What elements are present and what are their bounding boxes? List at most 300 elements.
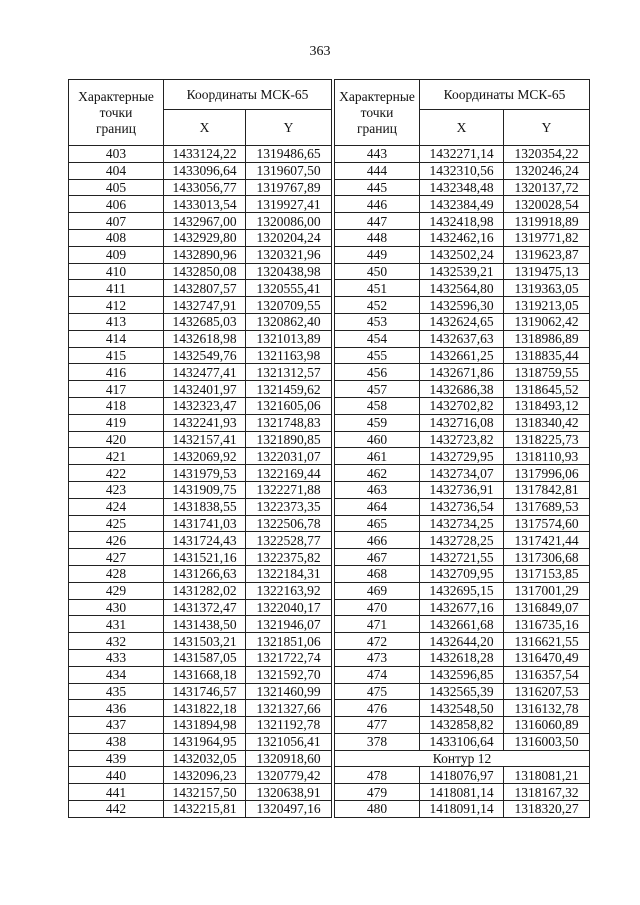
table-row	[335, 666, 590, 683]
point-number-cell: 435	[69, 683, 164, 700]
x-coordinate-cell: 1432686,38	[420, 381, 504, 398]
x-coordinate-cell: 1432618,98	[164, 330, 246, 347]
x-coordinate-cell: 1432736,54	[420, 498, 504, 515]
table-row	[335, 313, 590, 330]
table-row	[69, 246, 332, 263]
table-row	[69, 767, 332, 784]
contour-label: Контур 12	[335, 750, 590, 767]
y-coordinate-cell: 1319062,42	[504, 313, 590, 330]
table-row	[69, 481, 332, 498]
table-row	[335, 397, 590, 414]
x-coordinate-cell: 1433106,64	[420, 733, 504, 750]
table-row	[69, 633, 332, 650]
x-coordinate-cell: 1432596,30	[420, 297, 504, 314]
point-number-cell: 438	[69, 733, 164, 750]
y-coordinate-cell: 1319475,13	[504, 263, 590, 280]
y-coordinate-cell: 1320638,91	[246, 784, 332, 801]
x-header: X	[164, 110, 246, 146]
point-number-cell: 432	[69, 633, 164, 650]
y-coordinate-cell: 1320555,41	[246, 280, 332, 297]
point-number-cell: 473	[335, 649, 420, 666]
x-coordinate-cell: 1432157,50	[164, 784, 246, 801]
point-number-cell: 409	[69, 246, 164, 263]
y-coordinate-cell: 1321013,89	[246, 330, 332, 347]
point-number-cell: 475	[335, 683, 420, 700]
point-number-cell: 416	[69, 364, 164, 381]
y-coordinate-cell: 1322506,78	[246, 515, 332, 532]
x-coordinate-cell: 1432671,86	[420, 364, 504, 381]
y-coordinate-cell: 1322163,92	[246, 582, 332, 599]
x-coordinate-cell: 1433124,22	[164, 146, 246, 163]
y-coordinate-cell: 1318759,55	[504, 364, 590, 381]
points-header	[69, 80, 164, 146]
x-coordinate-cell: 1432734,07	[420, 465, 504, 482]
table-row	[335, 498, 590, 515]
x-coordinate-cell: 1432929,80	[164, 229, 246, 246]
point-number-cell: 454	[335, 330, 420, 347]
y-coordinate-cell: 1319767,89	[246, 179, 332, 196]
x-coordinate-cell: 1432565,39	[420, 683, 504, 700]
x-coordinate-cell: 1432644,20	[420, 633, 504, 650]
table-row	[69, 649, 332, 666]
point-number-cell: 403	[69, 146, 164, 163]
x-coordinate-cell: 1433096,64	[164, 162, 246, 179]
x-coordinate-cell: 1432685,03	[164, 313, 246, 330]
point-number-cell: 459	[335, 414, 420, 431]
x-coordinate-cell: 1433013,54	[164, 196, 246, 213]
point-number-cell: 411	[69, 280, 164, 297]
point-number-cell: 449	[335, 246, 420, 263]
table-row	[335, 246, 590, 263]
point-number-cell: 460	[335, 431, 420, 448]
y-coordinate-cell: 1320028,54	[504, 196, 590, 213]
point-number-cell: 407	[69, 213, 164, 230]
x-coordinate-cell: 1418076,97	[420, 767, 504, 784]
point-number-cell: 415	[69, 347, 164, 364]
table-row	[335, 700, 590, 717]
point-number-cell: 476	[335, 700, 420, 717]
x-coordinate-cell: 1432564,80	[420, 280, 504, 297]
point-number-cell: 478	[335, 767, 420, 784]
table-row	[69, 364, 332, 381]
x-coordinate-cell: 1431521,16	[164, 549, 246, 566]
point-number-cell: 413	[69, 313, 164, 330]
x-coordinate-cell: 1432637,63	[420, 330, 504, 347]
points-header-line2: точки	[360, 104, 394, 120]
table-row	[335, 801, 590, 818]
table-row	[69, 196, 332, 213]
x-coordinate-cell: 1432624,65	[420, 313, 504, 330]
table-row	[69, 381, 332, 398]
points-header-line3: границ	[96, 120, 136, 136]
table-row	[335, 683, 590, 700]
y-coordinate-cell: 1319918,89	[504, 213, 590, 230]
point-number-cell: 431	[69, 616, 164, 633]
x-coordinate-cell: 1432734,25	[420, 515, 504, 532]
x-coordinate-cell: 1432695,15	[420, 582, 504, 599]
x-coordinate-cell: 1431746,57	[164, 683, 246, 700]
x-coordinate-cell: 1432418,98	[420, 213, 504, 230]
point-number-cell: 441	[69, 784, 164, 801]
y-coordinate-cell: 1322271,88	[246, 481, 332, 498]
point-number-cell: 450	[335, 263, 420, 280]
y-coordinate-cell: 1317421,44	[504, 532, 590, 549]
y-coordinate-cell: 1318645,52	[504, 381, 590, 398]
x-coordinate-cell: 1418081,14	[420, 784, 504, 801]
table-row	[335, 280, 590, 297]
y-header: Y	[246, 110, 332, 146]
table-row	[335, 330, 590, 347]
x-coordinate-cell: 1431266,63	[164, 565, 246, 582]
points-header-line3: границ	[357, 120, 397, 136]
point-number-cell: 453	[335, 313, 420, 330]
y-header: Y	[504, 110, 590, 146]
y-coordinate-cell: 1320918,60	[246, 750, 332, 767]
points-header	[335, 80, 420, 146]
table-row	[335, 717, 590, 734]
y-coordinate-cell: 1318110,93	[504, 448, 590, 465]
y-coordinate-cell: 1320354,22	[504, 146, 590, 163]
y-coordinate-cell: 1320779,42	[246, 767, 332, 784]
x-coordinate-cell: 1432729,95	[420, 448, 504, 465]
contour-row	[335, 750, 590, 767]
x-coordinate-cell: 1432384,49	[420, 196, 504, 213]
x-coordinate-cell: 1432032,05	[164, 750, 246, 767]
point-number-cell: 423	[69, 481, 164, 498]
x-coordinate-cell: 1431979,53	[164, 465, 246, 482]
point-number-cell: 477	[335, 717, 420, 734]
y-coordinate-cell: 1320086,00	[246, 213, 332, 230]
x-coordinate-cell: 1432462,16	[420, 229, 504, 246]
coordinates-table-right	[334, 79, 590, 818]
x-coordinate-cell: 1432548,50	[420, 700, 504, 717]
table-row	[335, 196, 590, 213]
table-row	[69, 347, 332, 364]
x-coordinate-cell: 1431587,05	[164, 649, 246, 666]
point-number-cell: 464	[335, 498, 420, 515]
x-coordinate-cell: 1431724,43	[164, 532, 246, 549]
x-coordinate-cell: 1431282,02	[164, 582, 246, 599]
table-row	[335, 481, 590, 498]
y-coordinate-cell: 1316849,07	[504, 599, 590, 616]
x-coordinate-cell: 1431438,50	[164, 616, 246, 633]
x-coordinate-cell: 1432215,81	[164, 801, 246, 818]
table-row	[335, 146, 590, 163]
y-coordinate-cell: 1321192,78	[246, 717, 332, 734]
point-number-cell: 437	[69, 717, 164, 734]
point-number-cell: 452	[335, 297, 420, 314]
y-coordinate-cell: 1321605,06	[246, 397, 332, 414]
y-coordinate-cell: 1319486,65	[246, 146, 332, 163]
y-coordinate-cell: 1322528,77	[246, 532, 332, 549]
point-number-cell: 457	[335, 381, 420, 398]
point-number-cell: 410	[69, 263, 164, 280]
x-coordinate-cell: 1431894,98	[164, 717, 246, 734]
x-coordinate-cell: 1432716,08	[420, 414, 504, 431]
table-row	[69, 297, 332, 314]
y-coordinate-cell: 1318986,89	[504, 330, 590, 347]
table-row	[69, 431, 332, 448]
table-row	[335, 297, 590, 314]
y-coordinate-cell: 1317306,68	[504, 549, 590, 566]
y-coordinate-cell: 1322184,31	[246, 565, 332, 582]
table-row	[69, 599, 332, 616]
x-coordinate-cell: 1432069,92	[164, 448, 246, 465]
table-row	[335, 565, 590, 582]
table-row	[69, 229, 332, 246]
x-coordinate-cell: 1431668,18	[164, 666, 246, 683]
table-row	[335, 633, 590, 650]
table-row	[69, 700, 332, 717]
point-number-cell: 451	[335, 280, 420, 297]
y-coordinate-cell: 1321459,62	[246, 381, 332, 398]
point-number-cell: 440	[69, 767, 164, 784]
point-number-cell: 467	[335, 549, 420, 566]
y-coordinate-cell: 1318167,32	[504, 784, 590, 801]
table-row	[335, 162, 590, 179]
point-number-cell: 465	[335, 515, 420, 532]
y-coordinate-cell: 1322375,82	[246, 549, 332, 566]
y-coordinate-cell: 1319213,05	[504, 297, 590, 314]
point-number-cell: 471	[335, 616, 420, 633]
x-coordinate-cell: 1431909,75	[164, 481, 246, 498]
y-coordinate-cell: 1318493,12	[504, 397, 590, 414]
table-row	[335, 364, 590, 381]
x-coordinate-cell: 1432539,21	[420, 263, 504, 280]
table-row	[69, 146, 332, 163]
table-row	[69, 733, 332, 750]
y-coordinate-cell: 1321890,85	[246, 431, 332, 448]
points-header-line2: точки	[99, 104, 133, 120]
y-coordinate-cell: 1322373,35	[246, 498, 332, 515]
table-row	[335, 381, 590, 398]
point-number-cell: 474	[335, 666, 420, 683]
y-coordinate-cell: 1321163,98	[246, 347, 332, 364]
table-row	[69, 313, 332, 330]
x-coordinate-cell: 1431503,21	[164, 633, 246, 650]
point-number-cell: 448	[335, 229, 420, 246]
x-coordinate-cell: 1432723,82	[420, 431, 504, 448]
point-number-cell: 426	[69, 532, 164, 549]
table-row	[69, 515, 332, 532]
x-coordinate-cell: 1432890,96	[164, 246, 246, 263]
table-row	[335, 767, 590, 784]
table-row	[69, 532, 332, 549]
table-row	[69, 448, 332, 465]
y-coordinate-cell: 1316735,16	[504, 616, 590, 633]
y-coordinate-cell: 1317842,81	[504, 481, 590, 498]
x-coordinate-cell: 1432661,25	[420, 347, 504, 364]
table-row	[69, 582, 332, 599]
y-coordinate-cell: 1318320,27	[504, 801, 590, 818]
y-coordinate-cell: 1317689,53	[504, 498, 590, 515]
table-row	[69, 263, 332, 280]
table-row	[335, 549, 590, 566]
point-number-cell: 469	[335, 582, 420, 599]
point-number-cell: 461	[335, 448, 420, 465]
y-coordinate-cell: 1316207,53	[504, 683, 590, 700]
point-number-cell: 425	[69, 515, 164, 532]
table-row	[69, 784, 332, 801]
table-row	[335, 784, 590, 801]
table-row	[69, 666, 332, 683]
table-row	[69, 414, 332, 431]
point-number-cell: 414	[69, 330, 164, 347]
y-coordinate-cell: 1318835,44	[504, 347, 590, 364]
x-coordinate-cell: 1432096,23	[164, 767, 246, 784]
x-coordinate-cell: 1432549,76	[164, 347, 246, 364]
point-number-cell: 417	[69, 381, 164, 398]
table-row	[335, 448, 590, 465]
table-row	[69, 616, 332, 633]
y-coordinate-cell: 1321327,66	[246, 700, 332, 717]
x-coordinate-cell: 1432310,56	[420, 162, 504, 179]
y-coordinate-cell: 1317574,60	[504, 515, 590, 532]
y-coordinate-cell: 1319623,87	[504, 246, 590, 263]
x-coordinate-cell: 1432502,24	[420, 246, 504, 263]
table-row	[335, 414, 590, 431]
table-row	[335, 599, 590, 616]
y-coordinate-cell: 1321748,83	[246, 414, 332, 431]
point-number-cell: 447	[335, 213, 420, 230]
y-coordinate-cell: 1319771,82	[504, 229, 590, 246]
point-number-cell: 427	[69, 549, 164, 566]
coords-header: Координаты МСК-65	[164, 80, 332, 110]
point-number-cell: 428	[69, 565, 164, 582]
y-coordinate-cell: 1316003,50	[504, 733, 590, 750]
y-coordinate-cell: 1319607,50	[246, 162, 332, 179]
x-coordinate-cell: 1431964,95	[164, 733, 246, 750]
y-coordinate-cell: 1319927,41	[246, 196, 332, 213]
y-coordinate-cell: 1322040,17	[246, 599, 332, 616]
point-number-cell: 470	[335, 599, 420, 616]
table-row	[335, 431, 590, 448]
table-row	[69, 801, 332, 818]
x-coordinate-cell: 1432967,00	[164, 213, 246, 230]
point-number-cell: 479	[335, 784, 420, 801]
y-coordinate-cell: 1316060,89	[504, 717, 590, 734]
table-row	[69, 717, 332, 734]
point-number-cell: 458	[335, 397, 420, 414]
y-coordinate-cell: 1321592,70	[246, 666, 332, 683]
table-row	[335, 179, 590, 196]
point-number-cell: 480	[335, 801, 420, 818]
y-coordinate-cell: 1321946,07	[246, 616, 332, 633]
point-number-cell: 443	[335, 146, 420, 163]
point-number-cell: 422	[69, 465, 164, 482]
y-coordinate-cell: 1322169,44	[246, 465, 332, 482]
x-coordinate-cell: 1432677,16	[420, 599, 504, 616]
table-row	[335, 616, 590, 633]
table-row	[69, 683, 332, 700]
table-row	[69, 750, 332, 767]
x-coordinate-cell: 1431372,47	[164, 599, 246, 616]
table-row	[335, 347, 590, 364]
point-number-cell: 472	[335, 633, 420, 650]
point-number-cell: 445	[335, 179, 420, 196]
x-coordinate-cell: 1432736,91	[420, 481, 504, 498]
point-number-cell: 444	[335, 162, 420, 179]
table-row	[69, 213, 332, 230]
point-number-cell: 463	[335, 481, 420, 498]
y-coordinate-cell: 1318225,73	[504, 431, 590, 448]
y-coordinate-cell: 1321722,74	[246, 649, 332, 666]
x-coordinate-cell: 1433056,77	[164, 179, 246, 196]
y-coordinate-cell: 1316357,54	[504, 666, 590, 683]
x-coordinate-cell: 1432401,97	[164, 381, 246, 398]
table-row	[69, 397, 332, 414]
y-coordinate-cell: 1322031,07	[246, 448, 332, 465]
point-number-cell: 436	[69, 700, 164, 717]
point-number-cell: 456	[335, 364, 420, 381]
y-coordinate-cell: 1320438,98	[246, 263, 332, 280]
point-number-cell: 439	[69, 750, 164, 767]
y-coordinate-cell: 1316470,49	[504, 649, 590, 666]
point-number-cell: 434	[69, 666, 164, 683]
x-coordinate-cell: 1432850,08	[164, 263, 246, 280]
x-coordinate-cell: 1431838,55	[164, 498, 246, 515]
x-coordinate-cell: 1431822,18	[164, 700, 246, 717]
points-header-line1: Характерные	[339, 88, 415, 104]
x-coordinate-cell: 1432596,85	[420, 666, 504, 683]
table-row	[335, 213, 590, 230]
point-number-cell: 404	[69, 162, 164, 179]
table-row	[69, 280, 332, 297]
table-row	[69, 549, 332, 566]
y-coordinate-cell: 1318340,42	[504, 414, 590, 431]
point-number-cell: 421	[69, 448, 164, 465]
x-coordinate-cell: 1432618,28	[420, 649, 504, 666]
table-row	[335, 465, 590, 482]
x-coordinate-cell: 1432323,47	[164, 397, 246, 414]
table-row	[335, 532, 590, 549]
y-coordinate-cell: 1317153,85	[504, 565, 590, 582]
table-row	[335, 582, 590, 599]
y-coordinate-cell: 1316621,55	[504, 633, 590, 650]
x-coordinate-cell: 1432702,82	[420, 397, 504, 414]
point-number-cell: 418	[69, 397, 164, 414]
x-header: X	[420, 110, 504, 146]
y-coordinate-cell: 1320321,96	[246, 246, 332, 263]
x-coordinate-cell: 1432728,25	[420, 532, 504, 549]
coordinates-table-left	[68, 79, 332, 818]
y-coordinate-cell: 1317996,06	[504, 465, 590, 482]
point-number-cell: 378	[335, 733, 420, 750]
y-coordinate-cell: 1320709,55	[246, 297, 332, 314]
table-row	[335, 515, 590, 532]
point-number-cell: 455	[335, 347, 420, 364]
y-coordinate-cell: 1320137,72	[504, 179, 590, 196]
y-coordinate-cell: 1319363,05	[504, 280, 590, 297]
page-number: 363	[309, 44, 331, 59]
y-coordinate-cell: 1320204,24	[246, 229, 332, 246]
table-row	[69, 465, 332, 482]
y-coordinate-cell: 1316132,78	[504, 700, 590, 717]
x-coordinate-cell: 1432709,95	[420, 565, 504, 582]
point-number-cell: 442	[69, 801, 164, 818]
x-coordinate-cell: 1432747,91	[164, 297, 246, 314]
x-coordinate-cell: 1432477,41	[164, 364, 246, 381]
y-coordinate-cell: 1317001,29	[504, 582, 590, 599]
table-row	[69, 330, 332, 347]
point-number-cell: 412	[69, 297, 164, 314]
table-row	[335, 733, 590, 750]
y-coordinate-cell: 1320246,24	[504, 162, 590, 179]
table-row	[69, 179, 332, 196]
y-coordinate-cell: 1321851,06	[246, 633, 332, 650]
point-number-cell: 466	[335, 532, 420, 549]
table-row	[335, 229, 590, 246]
